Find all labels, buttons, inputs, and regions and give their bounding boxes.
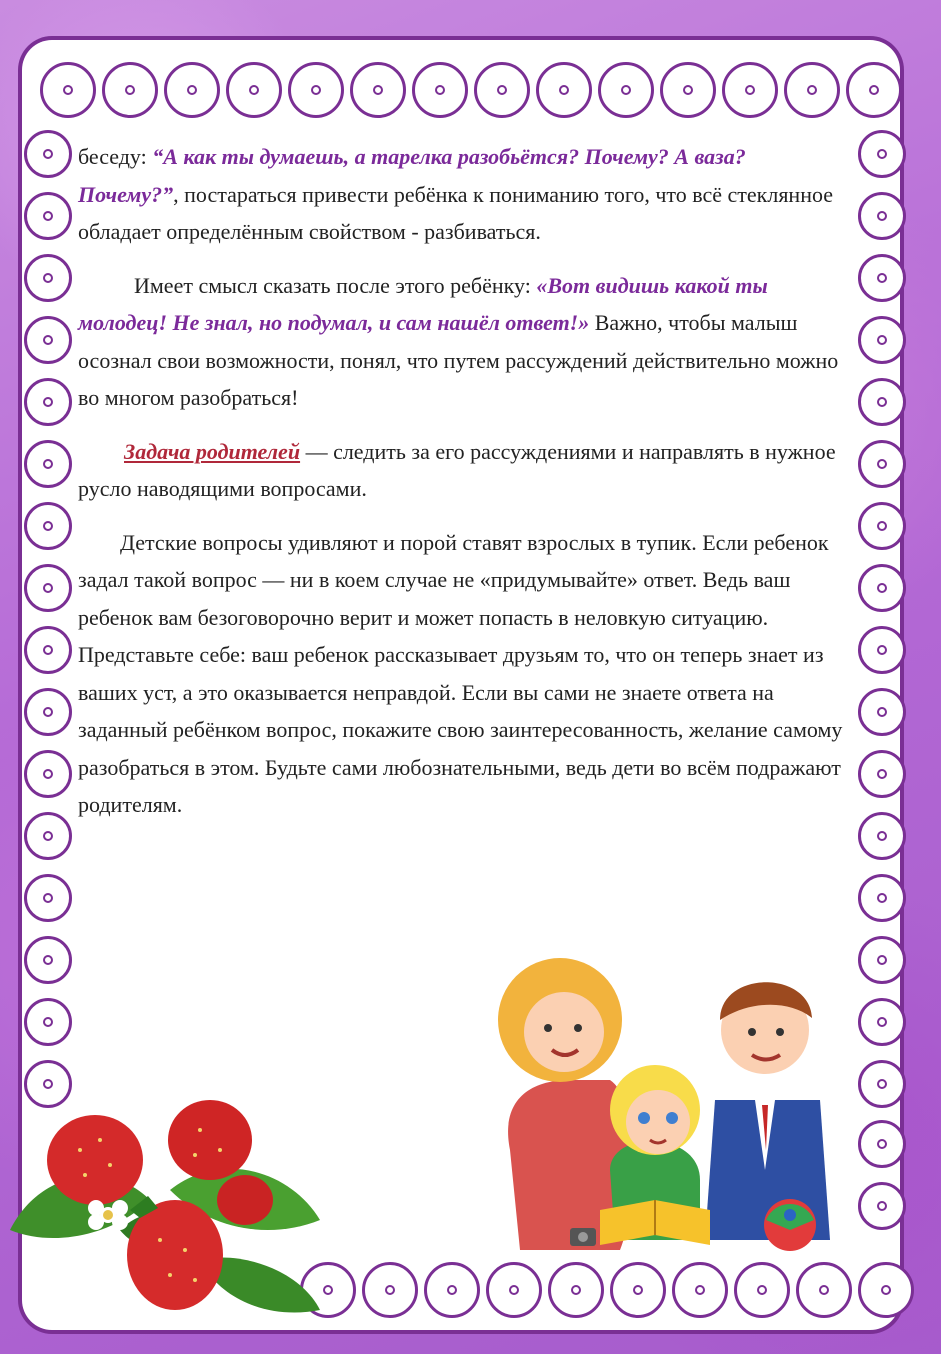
lace-scallop: [24, 564, 72, 612]
lace-scallop: [24, 192, 72, 240]
lace-scallop: [226, 62, 282, 118]
family-reading-illustration: [490, 940, 840, 1260]
lace-scallop: [796, 1262, 852, 1318]
lace-scallop: [24, 874, 72, 922]
p3-highlight: Задача родителей: [124, 438, 301, 464]
p2-quote: «Вот видишь какой ты молодец! Не знал, но подумал, и сам нашёл ответ!»: [78, 272, 768, 335]
lace-scallop: [24, 936, 72, 984]
lace-scallop: [858, 936, 906, 984]
p2-rest: Важно, чтобы малыш осознал свои возможности, понял, что путем рассуждений действительно можно во многом разобраться!: [78, 310, 839, 410]
article-text: [78, 138, 848, 840]
lace-scallop: [858, 812, 906, 860]
paragraph-2: [78, 267, 848, 417]
lace-scallop: [40, 62, 96, 118]
lace-scallop: [858, 1120, 906, 1168]
strawberry-illustration: [0, 1080, 330, 1354]
p3-rest: — следить за его рассуждениями и направлять в нужное русло наводящими вопросами.: [78, 438, 836, 501]
lace-scallop: [858, 874, 906, 922]
p1-quote: “А как ты думаешь, а тарелка разобьётся? Почему? А ваза? Почему?”: [78, 144, 746, 207]
p1-start: беседу:: [78, 144, 153, 169]
lace-scallop: [846, 62, 902, 118]
lace-scallop: [350, 62, 406, 118]
lace-scallop: [24, 626, 72, 674]
lace-scallop: [164, 62, 220, 118]
lace-scallop: [858, 316, 906, 364]
paragraph-4: [78, 524, 848, 824]
lace-scallop: [24, 750, 72, 798]
lace-scallop: [362, 1262, 418, 1318]
lace-scallop: [858, 688, 906, 736]
lace-scallop: [24, 316, 72, 364]
lace-scallop: [24, 812, 72, 860]
lace-scallop: [24, 130, 72, 178]
lace-scallop: [288, 62, 344, 118]
lace-scallop: [598, 62, 654, 118]
lace-scallop: [610, 1262, 666, 1318]
lace-scallop: [858, 626, 906, 674]
lace-scallop: [24, 254, 72, 302]
lace-scallop: [858, 1182, 906, 1230]
lace-scallop: [734, 1262, 790, 1318]
lace-scallop: [858, 440, 906, 488]
p2-start: Имеет смысл сказать после этого ребёнку:: [134, 272, 537, 298]
lace-scallop: [412, 62, 468, 118]
lace-scallop: [672, 1262, 728, 1318]
lace-scallop: [24, 502, 72, 550]
lace-scallop: [784, 62, 840, 118]
lace-scallop: [858, 1262, 914, 1318]
lace-scallop: [858, 378, 906, 426]
lace-scallop: [858, 1060, 906, 1108]
lace-scallop: [102, 62, 158, 118]
lace-scallop: [858, 750, 906, 798]
paragraph-3: [78, 433, 848, 508]
p1-rest: , постараться привести ребёнка к пониманию того, что всё стеклянное обладает определённым свойством - разбиваться.: [78, 181, 834, 244]
lace-scallop: [424, 1262, 480, 1318]
lace-scallop: [858, 254, 906, 302]
lace-scallop: [536, 62, 592, 118]
lace-scallop: [24, 378, 72, 426]
lace-scallop: [858, 998, 906, 1046]
lace-scallop: [660, 62, 716, 118]
lace-scallop: [24, 440, 72, 488]
lace-scallop: [722, 62, 778, 118]
lace-scallop: [474, 62, 530, 118]
lace-scallop: [24, 998, 72, 1046]
lace-scallop: [486, 1262, 542, 1318]
lace-scallop: [548, 1262, 604, 1318]
lace-scallop: [858, 502, 906, 550]
lace-scallop: [858, 130, 906, 178]
lace-scallop: [858, 192, 906, 240]
paragraph-1: [78, 138, 848, 251]
lace-scallop: [858, 564, 906, 612]
p4-text: Детские вопросы удивляют и порой ставят взрослых в тупик. Если ребенок задал такой вопрос — ни в коем случае не «придумывайте» ответ. Ведь ваш ребенок вам безоговорочно верит и может попасть в неловкую ситуацию. Представьте себе: ваш ребенок рассказывает друзьям то, что он теперь знает из ваших уст, а это оказывается неправдой. Если вы сами не знаете ответа на заданный ребёнком вопрос, покажите свою заинтересованность, желание самому разобраться в этом. Будьте сами любознательными, ведь дети во всём подражают родителям.: [78, 529, 843, 817]
lace-scallop: [24, 688, 72, 736]
